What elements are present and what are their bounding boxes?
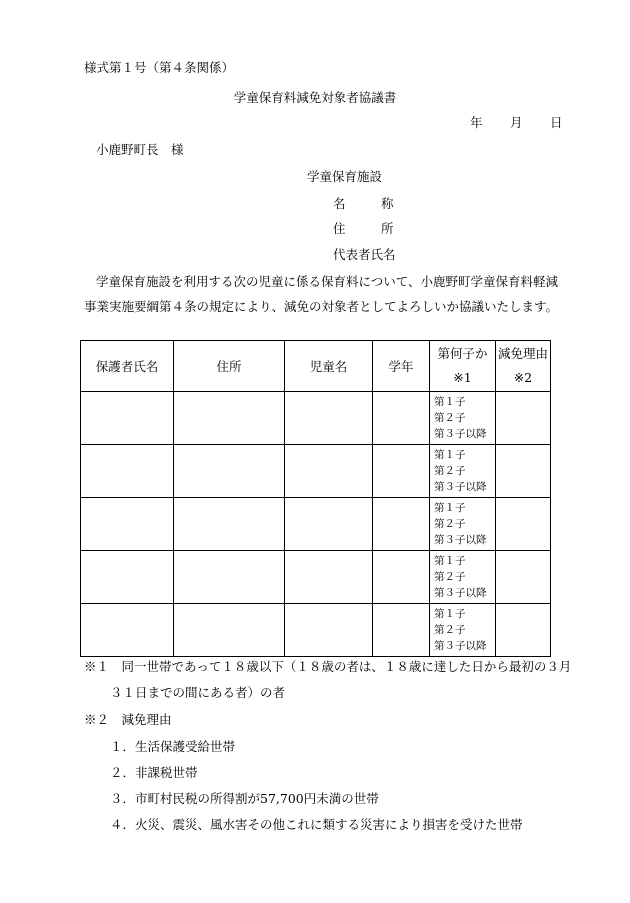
- exemption-reason-cell[interactable]: [496, 392, 551, 445]
- note-2-heading: ※２ 減免理由: [84, 712, 172, 727]
- child-order-option[interactable]: 第２子: [434, 518, 466, 530]
- address-cell[interactable]: [174, 551, 285, 604]
- child-order-option[interactable]: 第２子: [434, 412, 466, 424]
- child-order-option[interactable]: 第１子: [434, 555, 466, 567]
- exemption-reason-cell[interactable]: [496, 551, 551, 604]
- child-order-option[interactable]: 第３子以降: [434, 534, 487, 546]
- guardian-name-cell[interactable]: [81, 551, 174, 604]
- grade-cell[interactable]: [373, 392, 430, 445]
- child-order-option[interactable]: 第２子: [434, 571, 466, 583]
- reason-item: ４．火災、震災、風水害その他これに類する災害により損害を受けた世帯: [110, 817, 523, 832]
- child-order-option[interactable]: 第３子以降: [434, 640, 487, 652]
- child-order-cell[interactable]: [430, 498, 496, 551]
- date-line: [470, 113, 563, 131]
- table-row: [81, 604, 551, 657]
- child-name-cell[interactable]: [285, 498, 373, 551]
- table-row: [81, 445, 551, 498]
- child-order-cell[interactable]: [430, 392, 496, 445]
- guardian-name-cell[interactable]: [81, 498, 174, 551]
- body-text: 学童保育施設を利用する次の児童に係る保育料について、小鹿野町学童保育料軽減事業実施要綱第４条の規定により、減免の対象者としてよろしいか協議いたします。: [84, 274, 559, 314]
- date-year-label: 年: [470, 115, 483, 130]
- facility-heading: 学童保育施設: [307, 169, 383, 184]
- exemption-reason-cell[interactable]: [496, 445, 551, 498]
- child-order-option[interactable]: 第２子: [434, 465, 466, 477]
- header-child-name: 児童名: [285, 341, 373, 392]
- child-order-option[interactable]: 第１子: [434, 396, 466, 408]
- facility-address-label: 住 所: [333, 221, 394, 236]
- child-order-option[interactable]: 第３子以降: [434, 587, 487, 599]
- table-row: [81, 551, 551, 604]
- guardian-name-cell[interactable]: [81, 445, 174, 498]
- child-order-option[interactable]: 第３子以降: [434, 481, 487, 493]
- child-order-option[interactable]: 第３子以降: [434, 428, 487, 440]
- grade-cell[interactable]: [373, 604, 430, 657]
- child-name-cell[interactable]: [285, 604, 373, 657]
- exemption-reason-cell[interactable]: [496, 498, 551, 551]
- date-day-label: 日: [550, 115, 563, 130]
- addressee: 小鹿野町長 様: [96, 142, 184, 157]
- table-row: [81, 498, 551, 551]
- address-cell[interactable]: [174, 604, 285, 657]
- address-cell[interactable]: [174, 392, 285, 445]
- child-order-option[interactable]: 第１子: [434, 502, 466, 514]
- page-title: 学童保育料減免対象者協議書: [233, 90, 397, 105]
- header-grade: 学年: [373, 341, 430, 392]
- header-child-order: 第何子か ※1: [430, 341, 496, 392]
- reason-item: １．生活保護受給世帯: [110, 739, 236, 754]
- facility-representative-label: 代表者氏名: [333, 247, 396, 262]
- guardian-name-cell[interactable]: [81, 392, 174, 445]
- child-order-option[interactable]: 第２子: [434, 624, 466, 636]
- child-order-cell[interactable]: [430, 604, 496, 657]
- guardian-name-cell[interactable]: [81, 604, 174, 657]
- header-guardian-name: 保護者氏名: [81, 341, 174, 392]
- child-order-cell[interactable]: [430, 551, 496, 604]
- address-cell[interactable]: [174, 445, 285, 498]
- address-cell[interactable]: [174, 498, 285, 551]
- exemption-reason-cell[interactable]: [496, 604, 551, 657]
- facility-name-label: 名 称: [333, 196, 394, 211]
- child-order-option[interactable]: 第１子: [434, 449, 466, 461]
- grade-cell[interactable]: [373, 498, 430, 551]
- note-1-continued: ３１日までの間にある者）の者: [110, 685, 286, 700]
- child-name-cell[interactable]: [285, 551, 373, 604]
- children-table: [80, 340, 551, 657]
- note-1: ※１ 同一世帯であって１８歳以下（１８歳の者は、１８歳に達した日から最初の３月: [84, 659, 572, 674]
- child-name-cell[interactable]: [285, 445, 373, 498]
- form-number: 様式第１号（第４条関係）: [84, 60, 235, 75]
- reason-item: ３．市町村民税の所得割が57,700円未満の世帯: [110, 791, 379, 806]
- grade-cell[interactable]: [373, 445, 430, 498]
- header-address: 住所: [174, 341, 285, 392]
- header-exemption-reason: 減免理由 ※2: [496, 341, 551, 392]
- child-order-cell[interactable]: [430, 445, 496, 498]
- child-order-option[interactable]: 第１子: [434, 608, 466, 620]
- child-name-cell[interactable]: [285, 392, 373, 445]
- date-month-label: 月: [510, 115, 523, 130]
- reason-item: ２．非課税世帯: [110, 765, 198, 780]
- grade-cell[interactable]: [373, 551, 430, 604]
- table-header-row: [81, 341, 551, 392]
- table-row: [81, 392, 551, 445]
